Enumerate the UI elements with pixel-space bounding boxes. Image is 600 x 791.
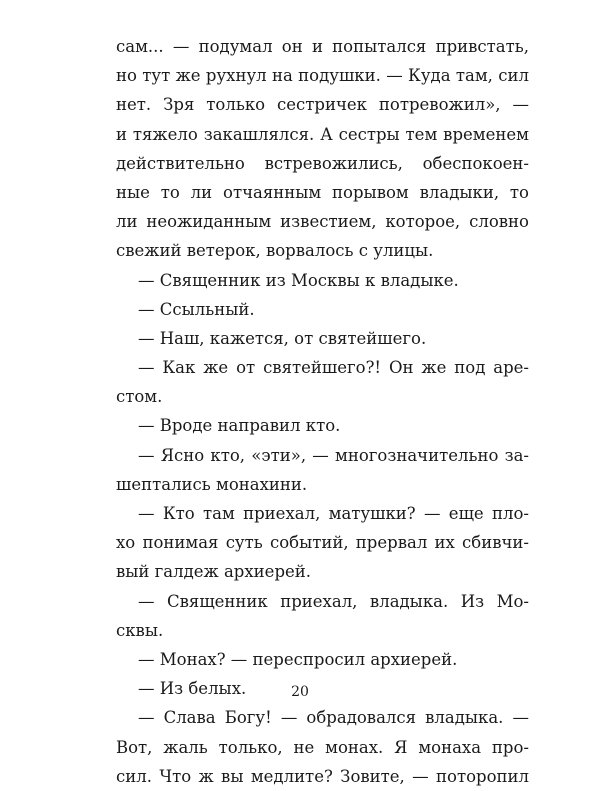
text-line: шептались монахини. — [116, 474, 308, 494]
text-line: — Как же от святейшего?! Он же под аре- — [138, 358, 529, 378]
text-line: и тяжело закашлялся. А сестры тем временем — [116, 124, 529, 144]
text-line: — Ссыльный. — [138, 299, 255, 319]
text-line: ные то ли отчаянным порывом владыки, то — [116, 182, 529, 202]
text-line: стом. — [116, 387, 163, 407]
text-line: — Слава Богу! — обрадовался владыка. — — [138, 708, 529, 728]
text-line: — Монах? — переспросил архиерей. — [138, 649, 458, 669]
text-line: действительно встревожились, обеспокоен- — [116, 153, 529, 173]
body-text — [116, 32, 529, 791]
text-line: — Кто там приехал, матушки? — еще пло- — [138, 504, 529, 523]
text-line: нет. Зря только сестричек потревожил», — — [116, 95, 529, 115]
page-number: 20 — [291, 684, 309, 700]
text-line: ли неожиданным известием, которое, словно — [116, 212, 529, 232]
text-line: хо понимая суть событий, прервал их сбивчи- — [116, 533, 529, 553]
text-line: сил. Что ж вы медлите? Зовите, — поторопил — [116, 766, 529, 786]
text-line: Вот, жаль только, не монах. Я монаха про- — [116, 737, 529, 757]
text-line: — Из белых. — [138, 679, 247, 699]
text-line: — Священник приехал, владыка. Из Мо- — [138, 591, 529, 611]
text-line: вый галдеж архиерей. — [116, 562, 312, 582]
text-line: — Священник из Москвы к владыке. — [138, 270, 459, 290]
text-line: свежий ветерок, ворвалось с улицы. — [116, 241, 434, 261]
text-line: — Ясно кто, «эти», — многозначительно за- — [138, 445, 529, 465]
text-line: сквы. — [116, 620, 164, 640]
text-line: но тут же рухнул на подушки. — Куда там, сил — [116, 66, 529, 86]
text-line: сам... — подумал он и попытался привстать, — [116, 37, 529, 56]
text-line: — Наш, кажется, от святейшего. — [138, 328, 427, 348]
text-line: — Вроде направил кто. — [138, 416, 341, 436]
